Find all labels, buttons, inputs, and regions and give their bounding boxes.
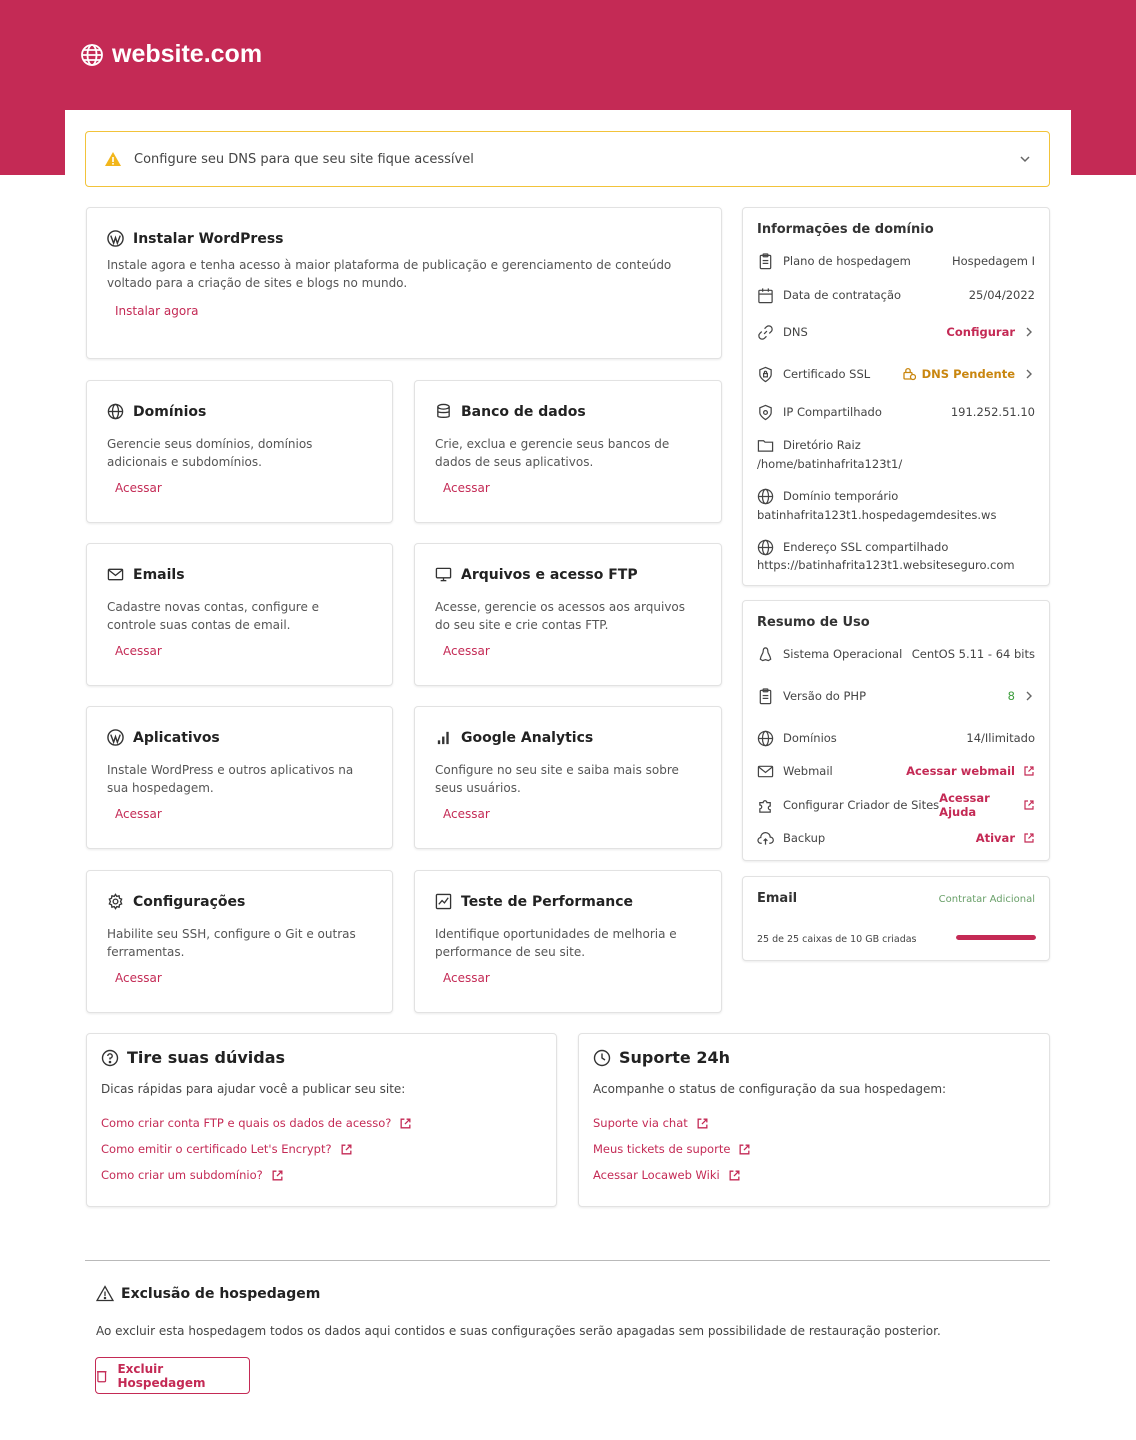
external-link-icon[interactable] [399, 1117, 412, 1130]
globe-icon [80, 43, 104, 67]
aplicativos-title: Aplicativos [133, 729, 220, 746]
bar-chart-icon [435, 729, 452, 746]
help-link-ssl-text[interactable]: Como emitir o certificado Let's Encrypt? [101, 1142, 332, 1156]
support-link-tickets[interactable] [593, 1142, 751, 1156]
ftp-card [414, 543, 722, 686]
data-row [757, 285, 1035, 305]
ip-row [757, 402, 1035, 422]
delete-hosting-label: Excluir Hospedagem [117, 1361, 206, 1390]
aplicativos-access-link[interactable]: Acessar [115, 807, 162, 821]
config-title: Configurações [133, 893, 246, 910]
delete-hosting-button[interactable] [95, 1357, 250, 1394]
support-link-chat-text[interactable]: Suporte via chat [593, 1116, 688, 1130]
help-desc: Dicas rápidas para ajudar você a publicar seu site: [101, 1082, 406, 1096]
analytics-access-link[interactable]: Acessar [443, 807, 490, 821]
help-link-ssl[interactable] [101, 1142, 353, 1156]
sslshared-label: Endereço SSL compartilhado [783, 540, 949, 554]
ftp-desc: Acesse, gerencie os acessos aos arquivos do seu site e crie contas FTP. [435, 600, 686, 632]
analytics-desc: Configure no seu site e saiba mais sobre seus usuários. [435, 763, 679, 795]
external-link-icon[interactable] [738, 1143, 751, 1156]
ftp-access-link[interactable]: Acessar [443, 644, 490, 658]
chevron-right-icon[interactable] [1023, 326, 1035, 338]
so-value: CentOS 5.11 - 64 bits [911, 647, 1035, 661]
external-link-icon[interactable] [1023, 799, 1035, 811]
gear-icon [107, 893, 124, 910]
so-row [757, 644, 1035, 664]
monitor-icon [435, 566, 452, 583]
envelope-icon [757, 763, 774, 780]
support-title: Suporte 24h [619, 1048, 730, 1067]
external-link-icon[interactable] [1023, 765, 1035, 777]
config-card-title [107, 893, 245, 910]
support-card [578, 1033, 1050, 1207]
help-link-ftp[interactable] [101, 1116, 412, 1130]
help-card-title [101, 1048, 285, 1067]
emails-desc: Cadastre novas contas, configure e controle suas contas de email. [107, 600, 320, 632]
chevron-right-icon[interactable] [1023, 690, 1035, 702]
dns-row[interactable] [757, 322, 1035, 342]
analytics-card [414, 706, 722, 849]
ftp-card-title [435, 566, 638, 583]
ip-value: 191.252.51.10 [950, 405, 1035, 419]
wordpress-icon [107, 230, 124, 247]
domain-info-panel [742, 207, 1050, 586]
banco-card [414, 380, 722, 523]
sslshared-value[interactable]: https://batinhafrita123t1.websiteseguro.com [757, 558, 1015, 572]
dns-alert[interactable] [85, 131, 1050, 187]
backup-activate-link[interactable]: Ativar [975, 831, 1015, 845]
config-access-link[interactable]: Acessar [115, 971, 162, 985]
emails-access-link[interactable]: Acessar [115, 644, 162, 658]
backup-label: Backup [783, 831, 826, 845]
support-card-title [593, 1048, 730, 1067]
dominios-usage-label: Domínios [783, 731, 837, 745]
php-label: Versão do PHP [783, 689, 867, 703]
raiz-label: Diretório Raiz [783, 438, 861, 452]
usage-title: Resumo de Uso [757, 615, 870, 630]
criador-row[interactable] [757, 791, 1035, 819]
calendar-icon [757, 287, 774, 304]
dominios-usage-row [757, 728, 1035, 748]
support-link-tickets-text[interactable]: Meus tickets de suporte [593, 1142, 731, 1156]
ssl-row[interactable] [757, 364, 1035, 384]
support-link-wiki-text[interactable]: Acessar Locaweb Wiki [593, 1168, 720, 1182]
sslshared-row [757, 537, 1035, 557]
analytics-title: Google Analytics [461, 729, 594, 746]
wordpress-desc: Instale agora e tenha acesso à maior plataforma de publicação e gerenciamento de conteúdo voltado para a criação de sites e blogs no mundo. [107, 258, 672, 290]
data-value: 25/04/2022 [968, 288, 1035, 302]
section-divider [85, 1260, 1050, 1261]
question-circle-icon [101, 1049, 119, 1067]
wordpress-icon [107, 729, 124, 746]
banco-access-link[interactable]: Acessar [443, 481, 490, 495]
plano-value: Hospedagem I [951, 254, 1035, 268]
emails-card-title [107, 566, 185, 583]
webmail-row[interactable] [757, 761, 1035, 781]
dominios-access-link[interactable]: Acessar [115, 481, 162, 495]
help-title: Tire suas dúvidas [127, 1048, 286, 1067]
trend-chart-icon [435, 893, 452, 910]
dominios-card [86, 380, 393, 523]
php-row[interactable] [757, 686, 1035, 706]
domain-info-title: Informações de domínio [757, 222, 934, 237]
warning-icon [96, 1285, 114, 1302]
help-link-subdomain-text[interactable]: Como criar um subdomínio? [101, 1168, 263, 1182]
banco-desc: Crie, exclua e gerencie seus bancos de dados de seus aplicativos. [435, 437, 670, 469]
support-link-wiki[interactable] [593, 1168, 741, 1182]
globe-icon [757, 488, 774, 505]
trash-icon [96, 1369, 107, 1383]
help-link-ftp-text[interactable]: Como criar conta FTP e quais os dados de acesso? [101, 1116, 392, 1130]
performance-desc: Identifique oportunidades de melhoria e performance de seu site. [435, 927, 677, 959]
site-name: website.com [112, 40, 263, 68]
dominios-card-title [107, 403, 206, 420]
email-usage-panel [742, 876, 1050, 961]
exclusion-desc: Ao excluir esta hospedagem todos os dados aqui contidos e suas configurações serão apagadas sem possibilidade de restauração posterior. [96, 1324, 941, 1338]
support-desc: Acompanhe o status de configuração da sua hospedagem: [593, 1082, 947, 1096]
ftp-title: Arquivos e acesso FTP [461, 566, 638, 583]
linux-icon [757, 646, 774, 663]
clipboard-icon [757, 253, 774, 270]
chevron-down-icon[interactable] [1019, 153, 1031, 165]
globe-icon [757, 539, 774, 556]
folder-icon [757, 437, 774, 454]
raiz-value: /home/batinhafrita123t1/ [757, 457, 903, 471]
external-link-icon[interactable] [271, 1169, 284, 1182]
banco-title: Banco de dados [461, 403, 586, 420]
alert-text: Configure seu DNS para que seu site fique acessível [134, 151, 474, 167]
aplicativos-desc: Instale WordPress e outros aplicativos na sua hospedagem. [107, 763, 354, 795]
site-title [80, 40, 262, 69]
help-link-subdomain[interactable] [101, 1168, 284, 1182]
dns-label: DNS [783, 325, 808, 339]
external-link-icon[interactable] [1023, 832, 1035, 844]
ssl-label: Certificado SSL [783, 367, 871, 381]
cloud-upload-icon [757, 830, 774, 847]
globe-icon [757, 730, 774, 747]
banco-card-title [435, 403, 586, 420]
raiz-row [757, 435, 1035, 455]
php-value[interactable]: 8 [1007, 689, 1015, 703]
email-usage-title: Email [757, 891, 798, 906]
dns-configure-link[interactable]: Configurar [946, 325, 1015, 339]
emails-title: Emails [133, 566, 185, 583]
wordpress-card [86, 207, 722, 359]
email-usage-bar [956, 935, 1036, 940]
chevron-right-icon[interactable] [1023, 368, 1035, 380]
performance-card [414, 870, 722, 1013]
webmail-access-link[interactable]: Acessar webmail [906, 764, 1015, 778]
external-link-icon[interactable] [340, 1143, 353, 1156]
emails-card [86, 543, 393, 686]
envelope-icon [107, 566, 124, 583]
certificate-icon [757, 366, 774, 383]
performance-access-link[interactable]: Acessar [443, 971, 490, 985]
performance-title: Teste de Performance [461, 893, 634, 910]
data-label: Data de contratação [783, 288, 902, 302]
dominios-desc: Gerencie seus domínios, domínios adicionais e subdomínios. [107, 437, 313, 469]
config-desc: Habilite seu SSH, configure o Git e outras ferramentas. [107, 927, 356, 959]
plano-label: Plano de hospedagem [783, 254, 911, 268]
clock-icon [593, 1049, 611, 1067]
warning-icon [104, 151, 122, 167]
criador-label: Configurar Criador de Sites [783, 798, 940, 812]
shield-icon [757, 404, 774, 421]
webmail-label: Webmail [783, 764, 833, 778]
criador-help-link[interactable]: Acessar Ajuda [939, 791, 990, 819]
aplicativos-card-title [107, 729, 220, 746]
config-card [86, 870, 393, 1013]
backup-row[interactable] [757, 828, 1035, 848]
plano-row [757, 251, 1035, 271]
wordpress-card-title [107, 230, 284, 247]
clipboard-icon [757, 688, 774, 705]
contratar-adicional-link[interactable]: Contratar Adicional [938, 894, 1035, 905]
aplicativos-card [86, 706, 393, 849]
puzzle-icon [757, 797, 774, 814]
temp-label: Domínio temporário [783, 489, 899, 503]
ssl-pending-value[interactable]: DNS Pendente [921, 367, 1015, 381]
database-icon [435, 403, 452, 420]
dominios-usage-value: 14/Ilimitado [966, 731, 1035, 745]
install-wordpress-link[interactable]: Instalar agora [115, 304, 199, 318]
ip-label: IP Compartilhado [783, 405, 882, 419]
email-usage-bar-fill [956, 935, 1036, 940]
analytics-card-title [435, 729, 593, 746]
globe-icon [107, 403, 124, 420]
support-link-chat[interactable] [593, 1116, 709, 1130]
so-label: Sistema Operacional [783, 647, 903, 661]
performance-card-title [435, 893, 633, 910]
exclusion-title-text: Exclusão de hospedagem [121, 1285, 321, 1302]
temp-value[interactable]: batinhafrita123t1.hospedagemdesites.ws [757, 508, 997, 522]
link-icon [757, 324, 774, 341]
external-link-icon[interactable] [696, 1117, 709, 1130]
wordpress-title: Instalar WordPress [133, 230, 284, 247]
external-link-icon[interactable] [728, 1169, 741, 1182]
dominios-title: Domínios [133, 403, 207, 420]
usage-panel [742, 600, 1050, 861]
temp-row [757, 486, 1035, 506]
email-usage-status: 25 de 25 caixas de 10 GB criadas [757, 934, 917, 945]
exclusion-title [96, 1285, 320, 1302]
help-card [86, 1033, 557, 1207]
pending-lock-icon [902, 367, 916, 381]
